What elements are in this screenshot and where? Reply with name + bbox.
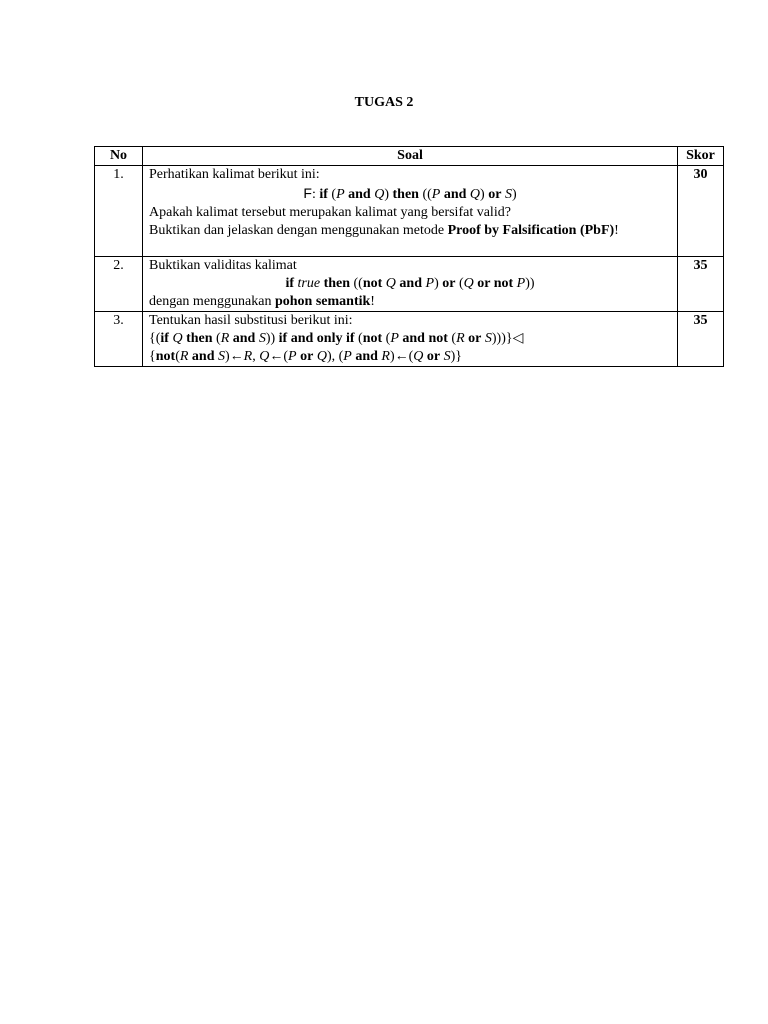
question-line: Perhatikan kalimat berikut ini:	[149, 167, 320, 182]
row-number: 3.	[95, 312, 143, 367]
header-skor: Skor	[678, 147, 724, 166]
formula-line: {not(R and S)←R, Q←(P or Q), (P and R)←(Q or S)}	[149, 349, 463, 364]
formula-line: if true then ((not Q and P) or (Q or not P))	[285, 276, 535, 291]
formula-line: {(if Q then (R and S)) if and only if (not (P and not (R or S)))}◁	[149, 331, 524, 346]
table-row	[95, 312, 724, 367]
header-soal: Soal	[143, 147, 678, 166]
question-line: Buktikan validitas kalimat	[149, 258, 297, 273]
question-line: dengan menggunakan pohon semantik!	[149, 294, 375, 309]
question-cell	[143, 312, 678, 367]
header-no: No	[95, 147, 143, 166]
question-cell	[143, 257, 678, 312]
question-line: Apakah kalimat tersebut merupakan kalimat yang bersifat valid?	[149, 205, 511, 220]
task-table	[94, 146, 724, 367]
question-line: Buktikan dan jelaskan dengan menggunakan metode Proof by Falsification (PbF)!	[149, 223, 619, 238]
question-cell	[143, 166, 678, 257]
document-title: TUGAS 2	[354, 95, 414, 110]
table-header-row	[95, 147, 724, 166]
score-cell: 35	[678, 312, 724, 367]
score-cell: 35	[678, 257, 724, 312]
score-cell: 30	[678, 166, 724, 257]
row-number: 1.	[95, 166, 143, 257]
formula-line: F: if (P and Q) then ((P and Q) or S)	[303, 185, 517, 202]
table-row	[95, 257, 724, 312]
table-row	[95, 166, 724, 257]
row-number: 2.	[95, 257, 143, 312]
question-line: Tentukan hasil substitusi berikut ini:	[149, 313, 353, 328]
